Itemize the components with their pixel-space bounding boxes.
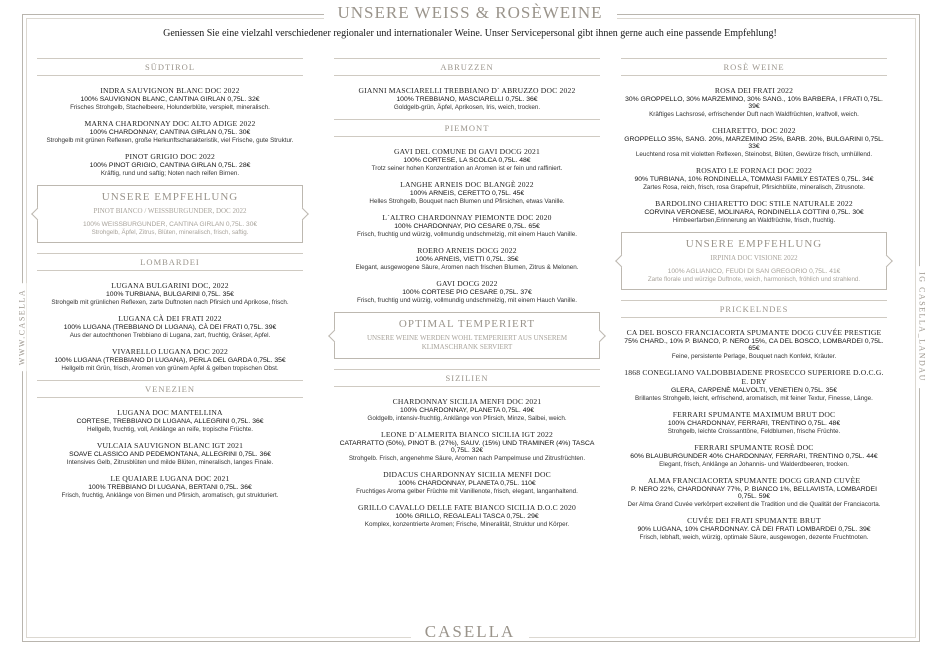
wine-detail: 100% TREBBIANO, MASCIARELLI 0,75L. 36€ — [396, 96, 538, 103]
wine-item — [334, 180, 600, 205]
wine-name: ROSATO LE FORNACI DOC 2022 — [695, 166, 813, 175]
wine-item — [334, 397, 600, 422]
wine-taste: Strohgelb mit grünlichen Reflexen, zarte Duftnoten nach Pfirsich und Aprikose, frisch. — [51, 299, 289, 306]
wine-item — [334, 470, 600, 495]
wine-taste: Feine, persistente Perlage, Bouquet nach Konfekt, Kräuter. — [671, 353, 837, 360]
wine-detail: CORTESE, TREBBIANO DI LUGANA, ALLEGRINI 0,75L. 36€ — [76, 418, 264, 425]
wine-item — [621, 368, 887, 402]
footer-wrap — [0, 622, 940, 642]
wine-detail: 90% LUGANA, 10% CHARDONNAY. CÀ DEI FRATI LOMBARDEI 0,75L. 39€ — [637, 526, 871, 533]
temperature-title: OPTIMAL TEMPERIERT — [398, 318, 536, 330]
wine-detail: CORVINA VERONESE, MOLINARA, RONDINELLA COTTINI 0,75L. 30€ — [644, 209, 864, 216]
wine-item — [334, 279, 600, 304]
wine-list-venezien — [37, 408, 303, 499]
wine-detail: 100% PINOT GRIGIO, CANTINA GIRLAN 0,75L. 28€ — [89, 162, 251, 169]
temperature-box — [334, 312, 600, 359]
wine-list-suedtirol — [37, 86, 303, 177]
wine-item — [621, 476, 887, 508]
wine-detail: 100% ARNEIS, CERETTO 0,75L. 45€ — [409, 190, 525, 197]
temperature-text: UNSERE WEINE WERDEN WOHL TEMPERIERT AUS UNSEREM KLIMASCHRANK SERVIERT — [366, 334, 568, 351]
section-title-rosewein: ROSÈ WEINE — [621, 58, 887, 76]
wine-taste: Leuchtend rosa mit violetten Reflexen, Steinobst, Blüten, Gewürze frisch, umhüllend. — [635, 151, 873, 158]
wine-detail: 30% GROPPELLO, 30% MARZEMINO, 30% SANG., 10% BARBERA, I FRATI 0,75L. 39€ — [625, 96, 883, 110]
wine-detail: 100% CORTESE, LA SCOLCA 0,75L. 48€ — [403, 157, 531, 164]
wine-detail: 60% BLAUBURGUNDER 40% CHARDONNAY, FERRARI, TRENTINO 0,75L. 44€ — [630, 453, 878, 460]
section-title-sizilien: SIZILIEN — [334, 369, 600, 387]
section-title-venezien: VENEZIEN — [37, 380, 303, 398]
wine-item — [37, 152, 303, 177]
wine-taste: Der Alma Grand Cuvée verkörpert exzellent die Tradition und die Qualität der Franciacorta. — [627, 501, 881, 508]
wine-name: DIDACUS CHARDONNAY SICILIA MENFI DOC — [383, 470, 551, 479]
section-title-piemont: PIEMONT — [334, 119, 600, 137]
recommendation-wine-detail: 100% WEISSBURGUNDER, CANTINA GIRLAN 0,75L. 30€ — [82, 221, 258, 228]
wine-taste: Kräftiges Lachsrosé, erfrischender Duft nach Waldfrüchten, kraftvoll, weich. — [649, 111, 859, 118]
side-instagram: IG CASELLA_LANDAU — [918, 266, 927, 388]
wine-name: VULCAIA SAUVIGNON BLANC IGT 2021 — [96, 441, 244, 450]
side-website: WWW.CASELLA — [18, 283, 27, 371]
wine-taste: Elegant, ausgewogene Säure, Aromen nach frischen Blumen, Zitrus & Melonen. — [355, 264, 579, 271]
wine-name: 1868 CONEGLIANO VALDOBBIADENE PROSECCO SUPERIORE D.O.C.G. E. DRY — [624, 368, 884, 386]
wine-item — [37, 281, 303, 306]
wine-item — [334, 246, 600, 271]
section-title-prickelndes: PRICKELNDES — [621, 300, 887, 318]
wine-name: LUGANA CÀ DEI FRATI 2022 — [118, 314, 222, 323]
wine-name: LANGHE ARNEIS DOC BLANGÈ 2022 — [400, 180, 534, 189]
wine-detail: GLERA, CARPENÈ MALVOLTI, VENETIEN 0,75L. 35€ — [671, 387, 837, 394]
wine-detail: 100% LUGANA (TREBBIANO DI LUGANA), CÀ DEI FRATI 0,75L. 39€ — [63, 324, 277, 331]
wine-item — [621, 166, 887, 191]
page-title-wrap — [0, 3, 940, 23]
wine-detail: 100% TREBBIANO DI LUGANA, BERTANI 0,75L. 36€ — [88, 484, 252, 491]
wine-name: MARNA CHARDONNAY DOC ALTO ADIGE 2022 — [84, 119, 256, 128]
wine-name: ROERO ARNEIS DOCG 2022 — [417, 246, 517, 255]
wine-detail: 100% SAUVIGNON BLANC, CANTINA GIRLAN 0,75L. 32€ — [80, 96, 260, 103]
wine-item — [37, 408, 303, 433]
recommendation-wine-taste-2: Zarte florale und würzige Duftnote, weich, harmonisch, fröhlich und strahlend. — [647, 276, 861, 283]
wine-name: L´ALTRO CHARDONNAY PIEMONTE DOC 2020 — [382, 213, 552, 222]
wine-name: FERRARI SPUMANTE ROSÈ DOC — [694, 443, 814, 452]
wine-name: VIVARELLO LUGANA DOC 2022 — [111, 347, 229, 356]
wine-taste: Frisch, lebhaft, weich, würzig, optimale Säure, ausgewogen, dezente Fruchtnoten. — [639, 534, 869, 541]
wine-taste: Frisch, fruchtig und würzig, vollmundig undschmelzig, mit einem Hauch Vanille. — [356, 297, 578, 304]
wine-detail: 100% ARNEIS, VIETTI 0,75L. 35€ — [415, 256, 519, 263]
wine-detail: SOAVE CLASSICO AND PEDEMONTANA, ALLEGRINI 0,75L. 36€ — [69, 451, 271, 458]
wine-detail: 90% TURBIANA, 10% RONDINELLA, TOMMASI FAMILY ESTATES 0,75L. 34€ — [634, 176, 874, 183]
wine-name: LUGANA DOC MANTELLINA — [117, 408, 223, 417]
wine-taste: Hellgelb, fruchtig, voll, Anklänge an reife, tropische Früchte. — [87, 426, 253, 433]
wine-name: CUVÉE DEI FRATI SPUMANTE BRUT — [687, 516, 821, 525]
wine-item — [621, 86, 887, 118]
wine-list-prickelndes — [621, 328, 887, 541]
wine-taste: Goldgelb-grün, Äpfel, Aprikosen, Iris, weich, trocken. — [393, 104, 541, 111]
wine-name: GIANNI MASCIARELLI TREBBIANO D´ ABRUZZO DOC 2022 — [358, 86, 576, 95]
section-title-suedtirol: SÜDTIROL — [37, 58, 303, 76]
wine-item — [621, 516, 887, 541]
wine-item — [334, 503, 600, 528]
wine-list-abruzzen — [334, 86, 600, 111]
wine-item — [37, 474, 303, 499]
wine-name: BARDOLINO CHIARETTO DOC STILE NATURALE 2022 — [655, 199, 853, 208]
wine-taste: Brillantes Strohgelb, leicht, erfrischend, aromatisch, mit feiner Textur, Finesse, Länge. — [635, 395, 873, 402]
wine-taste: Aus der autochthonen Trebbiano di Lugana, zart, fruchtig, Gräser, Apfel. — [69, 332, 271, 339]
wine-detail: CATARRATTO (50%), PINOT B. (27%), SAUV. (15%) UND TRAMINER (4%) TASCA 0,75L. 32€ — [339, 440, 595, 454]
wine-list-piemont — [334, 147, 600, 304]
column-right — [621, 52, 887, 549]
recommendation-box-2 — [621, 232, 887, 290]
recommendation-title: UNSERE EMPFEHLUNG — [101, 191, 239, 203]
wine-taste: Hellgelb mit Grün, frisch, Aromen von grünem Apfel & gelben tropischen Obst. — [61, 365, 279, 372]
wine-detail: 100% CHARDONNAY, FERRARI, TRENTINO 0,75L. 48€ — [667, 420, 841, 427]
page-title: UNSERE WEISS & ROSÈWEINE — [324, 3, 617, 22]
wine-detail: 100% CHARDONNAY, CANTINA GIRLAN 0,75L. 30€ — [89, 129, 251, 136]
wine-item — [37, 314, 303, 339]
wine-item — [37, 347, 303, 372]
wine-item — [37, 119, 303, 144]
wine-name: LEONE D´ALMERITA BIANCO SICILIA IGT 2022 — [381, 430, 553, 439]
wine-name: CHIARETTO, DOC 2022 — [712, 126, 796, 135]
wine-taste: Goldgelb, intensiv-fruchtig, Anklänge von Pfirsich, Minze, Salbei, weich. — [367, 415, 567, 422]
wine-taste: Helles Strohgelb, Bouquet nach Blumen und Pfirsichen, etwas Vanille. — [369, 198, 565, 205]
wine-item — [334, 86, 600, 111]
intro-text: Geniessen Sie eine vielzahl verschiedener regionaler und internationaler Weine. Unser Servicepersonal gibt ihnen gerne auch eine passende Empfehlung! — [163, 28, 777, 39]
wine-taste: Trotz seiner hohen Konzentration an Aromen ist er fein und raffiniert. — [371, 165, 563, 172]
wine-item — [621, 410, 887, 435]
wine-name: GAVI DOCG 2022 — [436, 279, 498, 288]
wine-taste: Strohgelb. Frisch, angenehme Säure, Aromen nach Pampelmuse und Zitrusfrüchten. — [348, 455, 586, 462]
wine-detail: 100% LUGANA (TREBBIANO DI LUGANA), PERLA DEL GARDA 0,75L. 35€ — [54, 357, 286, 364]
wine-taste: Frisch, fruchtig, Anklänge von Birnen und Pfirsich, aromatisch, gut strukturiert. — [61, 492, 279, 499]
section-title-lombardei: LOMBARDEI — [37, 253, 303, 271]
wine-name: INDRA SAUVIGNON BLANC DOC 2022 — [100, 86, 240, 95]
wine-detail: 100% CHARDONNAY, PIO CESARE 0,75L. 65€ — [394, 223, 540, 230]
wine-taste: Himbeerfarben,Erinnerung an Waldfrüchte, frisch, fruchtig. — [672, 217, 836, 224]
wine-item — [37, 86, 303, 111]
wine-detail: P. NERO 22%, CHARDONNAY 77%, P. BIANCO 1%, BELLAVISTA, LOMBARDEI 0,75L. 59€ — [631, 486, 877, 500]
wine-list-rosewein — [621, 86, 887, 224]
wine-detail: GROPPELLO 35%, SANG. 20%, MARZEMINO 25%, BARB. 20%, BULGARINI 0,75L. 33€ — [624, 136, 884, 150]
wine-detail: 100% CORTESE PIO CESARE 0,75L. 37€ — [402, 289, 532, 296]
wine-item — [334, 147, 600, 172]
wine-taste: Elegant, frisch, Anklänge an Johannis- und Walderdbeeren, trocken. — [659, 461, 849, 468]
wine-name: FERRARI SPUMANTE MAXIMUM BRUT DOC — [672, 410, 836, 419]
wine-taste: Fruchtiges Aroma gelber Früchte mit Vanillenote, frisch, elegant, langanhaltend. — [356, 488, 578, 495]
wine-taste: Kräftig, rund und saftig; Noten nach reifen Birnen. — [100, 170, 240, 177]
wine-taste: Strohgelb mit grünen Reflexen, große Herkunftscharakteristik, viel Frische, gute Struktur. — [46, 137, 294, 144]
wine-name: CHARDONNAY SICILIA MENFI DOC 2021 — [392, 397, 542, 406]
wine-item — [621, 199, 887, 224]
recommendation-wine-name-2: IRPINIA DOC VISIONE 2022 — [710, 254, 798, 262]
wine-detail: 75% CHARD., 10% P. BIANCO, P. NERO 15%, CA DEL BOSCO, LOMBARDEI 0,75L. 65€ — [624, 338, 884, 352]
recommendation-wine-name: PINOT BIANCO / WEISSBURGUNDER, DOC 2022 — [93, 207, 247, 215]
wine-name: ALMA FRANCIACORTA SPUMANTE DOCG GRAND CUVÈE — [647, 476, 861, 485]
recommendation-wine-taste: Strohgelb, Äpfel, Zitrus, Blüten, mineralisch, frisch, saftig. — [91, 229, 249, 236]
wine-name: LE QUAIARE LUGANA DOC 2021 — [110, 474, 230, 483]
wine-detail: 100% CHARDONNAY, PLANETA 0,75L. 49€ — [399, 407, 535, 414]
wine-taste: Komplex, konzentrierte Aromen; Frische, Mineralität, Struktur und Körper. — [364, 521, 570, 528]
wine-item — [37, 441, 303, 466]
recommendation-wine-detail-2: 100% AGLIANICO, FEUDI DI SAN GREGORIO 0,75L. 41€ — [667, 268, 841, 275]
wine-taste: Zartes Rosa, reich, frisch, rosa Grapefruit, Pfirsichblüte, mineralisch, Zitrusnote. — [643, 184, 865, 191]
wine-detail: 100% GRILLO, REGALEALI TASCA 0,75L. 29€ — [395, 513, 539, 520]
wine-list-sizilien — [334, 397, 600, 528]
wine-item — [621, 443, 887, 468]
column-left — [37, 52, 303, 507]
recommendation-title-2: UNSERE EMPFEHLUNG — [685, 238, 823, 250]
wine-item — [334, 213, 600, 238]
section-title-abruzzen: ABRUZZEN — [334, 58, 600, 76]
wine-name: ROSA DEI FRATI 2022 — [714, 86, 794, 95]
wine-taste: Frisch, fruchtig und würzig, vollmundig undschmelzig, mit einem Hauch Vanille. — [356, 231, 578, 238]
wine-name: GAVI DEL COMUNE DI GAVI DOCG 2021 — [393, 147, 541, 156]
wine-detail: 100% CHARDONNAY, PLANETA 0,75L. 110€ — [398, 480, 536, 487]
wine-list-lombardei — [37, 281, 303, 372]
wine-name: CA DEL BOSCO FRANCIACORTA SPUMANTE DOCG CUVÉE PRESTIGE — [626, 328, 882, 337]
wine-taste: Intensives Gelb, Zitrusblüten und milde Blüten, mineralisch, langes Finale. — [66, 459, 274, 466]
wine-detail: 100% TURBIANA, BULGARINI 0,75L. 35€ — [106, 291, 234, 298]
column-center — [334, 52, 600, 536]
footer-logo: CASELLA — [411, 622, 530, 641]
wine-item — [621, 328, 887, 360]
wine-taste: Frisches Strohgelb, Stachelbeere, Holunderblüte, verspielt, mineralisch. — [70, 104, 270, 111]
recommendation-box — [37, 185, 303, 243]
wine-name: PINOT GRIGIO DOC 2022 — [125, 152, 215, 161]
wine-item — [334, 430, 600, 462]
wine-taste: Strohgelb, leichte Croissanttöne, Feldblumen, frische Früchte. — [667, 428, 841, 435]
wine-name: LUGANA BULGARINI DOC, 2022 — [111, 281, 229, 290]
wine-item — [621, 126, 887, 158]
wine-name: GRILLO CAVALLO DELLE FATE BIANCO SICILIA D.O.C 2020 — [358, 503, 576, 512]
